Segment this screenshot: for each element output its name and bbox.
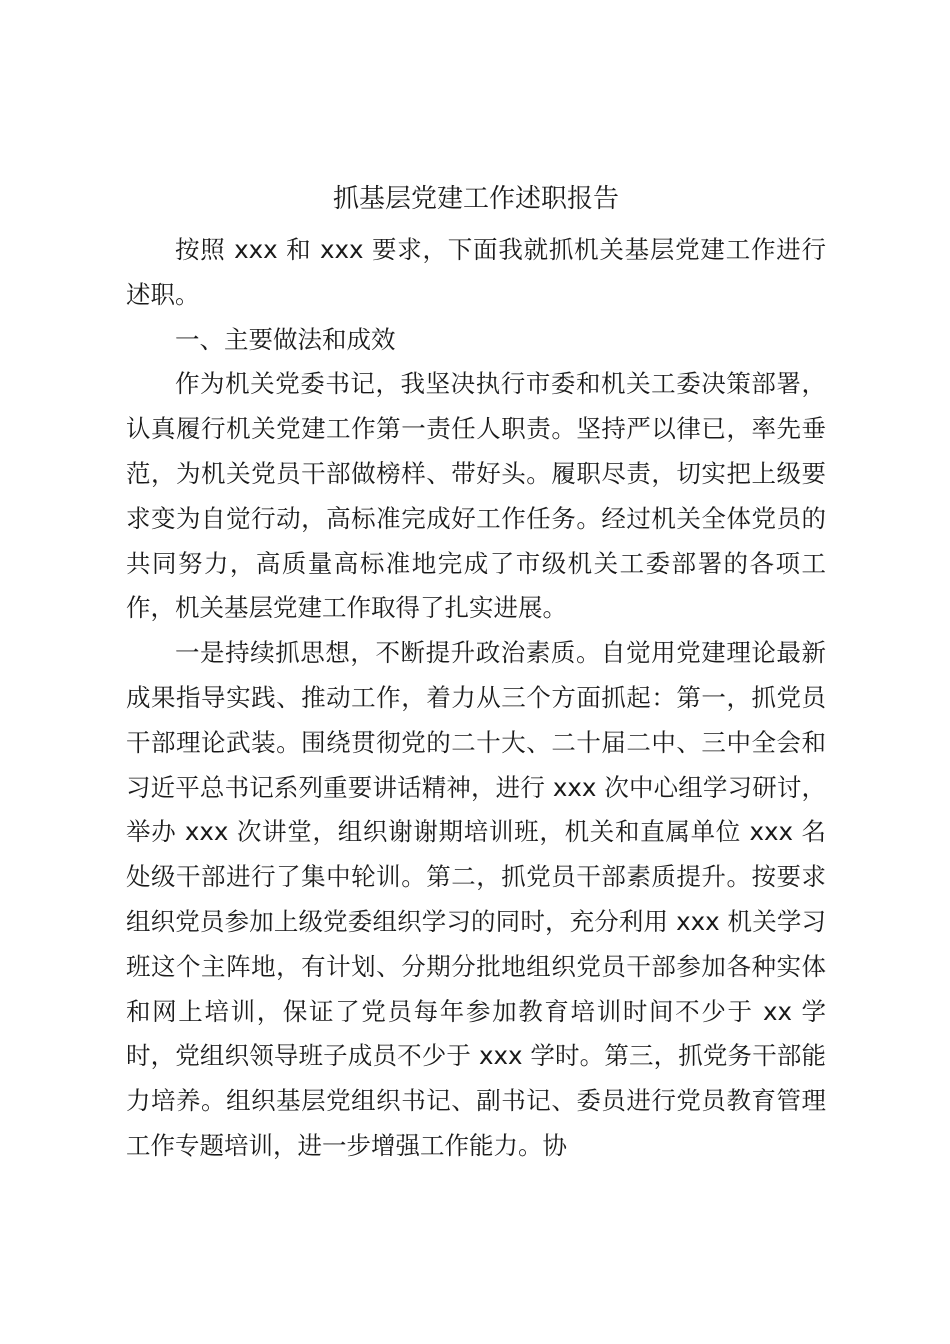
document-body (126, 176, 826, 1169)
document-title: 抓基层党建工作述职报告 (332, 184, 619, 214)
body-paragraph: 作为机关党委书记，我坚决执行市委和机关工委决策部署，认真履行机关党建工作第一责任人职责。坚持严以律已，率先垂范，为机关党员干部做榜样、带好头。履职尽责，切实把上级要求变为自觉行动，高标准完成好工作任务。经过机关全体党员的共同努力，高质量高标准地完成了市级机关工委部署的各项工作，机关基层党建工作取得了扎实进展。 (126, 369, 826, 623)
section-heading: 一、主要做法和成效 (175, 324, 396, 354)
body-paragraph: 一是持续抓思想，不断提升政治素质。自觉用党建理论最新成果指导实践、推动工作，着力从三个方面抓起：第一，抓党员干部理论武装。围绕贯彻党的二十大、二十届二中、三中全会和习近平总书记系列重要讲话精神，进行 xxx 次中心组学习研讨，举办 xxx 次讲堂，组织谢谢期培训班，机关和直属单位 xxx 名处级干部进行了集中轮训。第二，抓党员干部素质提升。按要求组织党员参加上级党委组织学习的同时，充分利用 xxx 机关学习班这个主阵地，有计划、分期分批地组织党员干部参加各种实体和网上培训，保证了党员每年参加教育培训时间不少于 xx 学时，党组织领导班子成员不少于 xxx 学时。第三，抓党务干部能力培养。组织基层党组织书记、副书记、委员进行党员教育管理工作专题培训，进一步增强工作能力。协 (126, 638, 826, 1160)
intro-paragraph: 按照 xxx 和 xxx 要求，下面我就抓机关基层党建工作进行述职。 (126, 235, 826, 309)
